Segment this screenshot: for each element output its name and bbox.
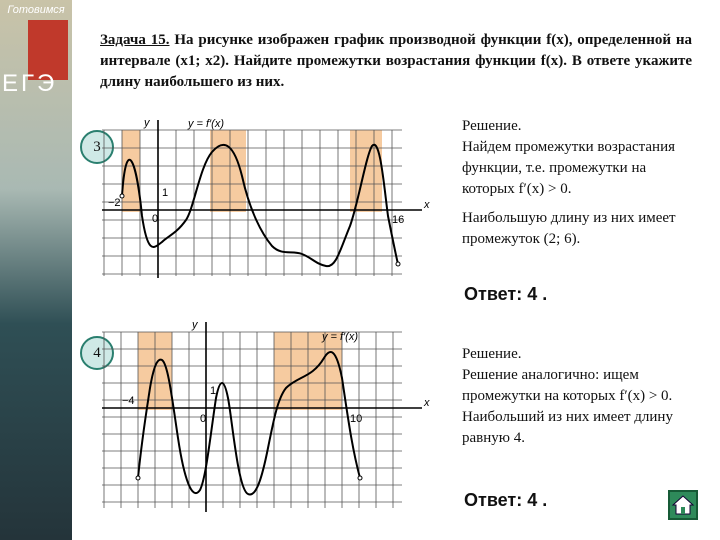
x-axis-label: x [424, 199, 430, 211]
problem-3-badge: 3 [80, 130, 114, 164]
problem-4-badge: 4 [80, 336, 114, 370]
y-axis-label: y [192, 319, 198, 331]
problem-3-solution [462, 116, 692, 250]
curve-endpoint [136, 476, 140, 480]
problem-4-solution [462, 344, 692, 449]
solution-title: Решение. [462, 118, 522, 134]
solution-text: Решение аналогично: ищем промежутки на которых f′(x) > 0. [462, 367, 673, 404]
curve-endpoint [396, 262, 400, 266]
solution-text: Найдем промежутки возрастания функции, т.е. промежутки на которых f′(x) > 0. [462, 139, 675, 197]
task-text: На рисунке изображен график производной функции f(x), определенной на интервале (x1; x2). Найдите промежутки возрастания функции f(x). В ответе укажите длину наибольшего из них. [100, 32, 692, 90]
y-axis-label: y [144, 117, 150, 129]
problem-4-answer: Ответ: 4 . [464, 490, 548, 510]
highlight-region [350, 130, 382, 212]
curve-endpoint [120, 194, 124, 198]
graph-label: y = f′(x) [188, 118, 224, 130]
tick-label-neg4: −4 [122, 395, 135, 407]
problem-4-graph [102, 318, 432, 518]
tick-label-neg2: −2 [108, 197, 121, 209]
tick-label-1: 1 [162, 187, 169, 199]
tick-label-16: 16 [392, 214, 405, 226]
sidebar-brand-ege: ЕГЭ [2, 70, 58, 97]
graph-label: y = f′(x) [322, 331, 358, 343]
solution-text-2: Наибольшую длину из них имеет промежуток (2; 6). [462, 210, 676, 247]
problem-3-answer: Ответ: 4 . [464, 284, 548, 304]
decorative-sidebar [0, 0, 72, 540]
sidebar-brand: Готовимся [7, 4, 65, 16]
slide-card [72, 0, 720, 540]
home-icon [670, 492, 696, 518]
tick-label-1: 1 [210, 385, 217, 397]
x-axis-label: x [424, 397, 430, 409]
solution-title: Решение. [462, 346, 522, 362]
tick-label-10: 10 [350, 413, 363, 425]
tick-label-0: 0 [152, 213, 159, 225]
tick-label-0: 0 [200, 413, 207, 425]
problem-3-graph [102, 116, 432, 286]
curve-endpoint [358, 476, 362, 480]
home-button[interactable] [668, 490, 698, 520]
solution-text-2: Наибольший из них имеет длину равную 4. [462, 409, 673, 446]
task-statement [100, 30, 692, 93]
task-title: Задача 15. [100, 32, 170, 48]
